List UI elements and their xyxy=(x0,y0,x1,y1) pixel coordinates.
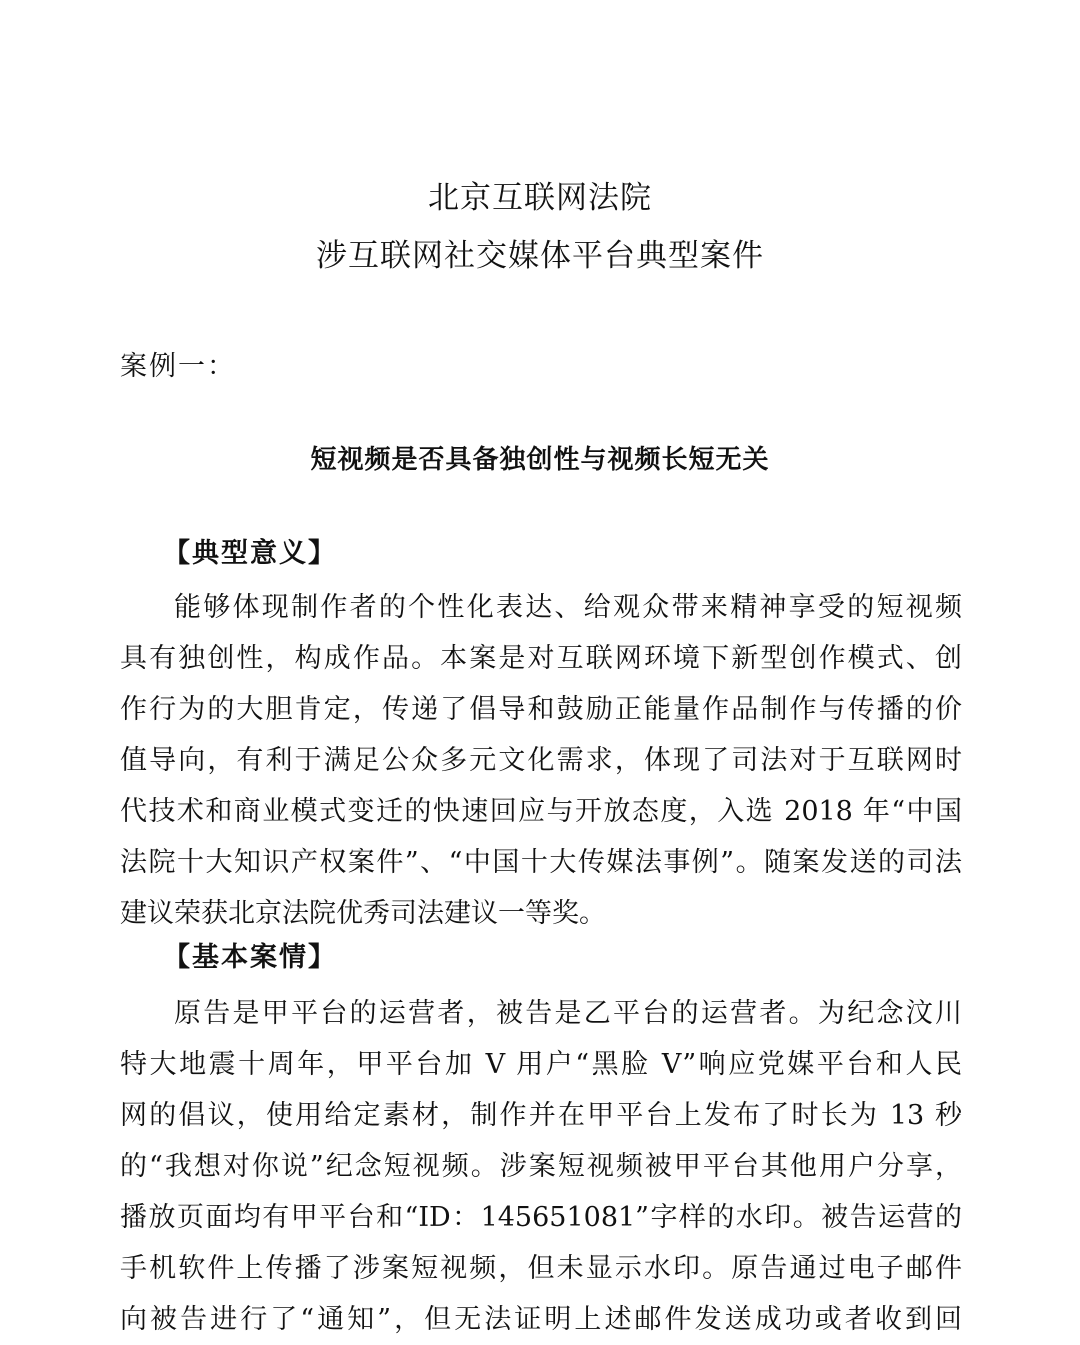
significance-line: 具有独创性，构成作品。本案是对互联网环境下新型创作模式、创 xyxy=(120,643,962,674)
facts-line: 网的倡议，使用给定素材，制作并在甲平台上发布了时长为 13 秒 xyxy=(120,1100,962,1131)
significance-line: 代技术和商业模式变迁的快速回应与开放态度，入选 2018 年“中国 xyxy=(120,796,962,827)
section-heading-facts: 【基本案情】 xyxy=(163,942,337,973)
facts-line: 特大地震十周年，甲平台加 V 用户“黑脸 V”响应党媒平台和人民 xyxy=(120,1049,962,1080)
court-title: 北京互联网法院 xyxy=(428,180,652,216)
significance-line: 作行为的大胆肯定，传递了倡导和鼓励正能量作品制作与传播的价 xyxy=(120,694,962,725)
significance-line: 能够体现制作者的个性化表达、给观众带来精神享受的短视频 xyxy=(174,592,962,623)
section-heading-significance: 【典型意义】 xyxy=(163,538,337,569)
significance-line: 值导向，有利于满足公众多元文化需求，体现了司法对于互联网时 xyxy=(120,745,962,776)
significance-line: 法院十大知识产权案件”、“中国十大传媒法事例”。随案发送的司法 xyxy=(120,847,962,878)
facts-line: 手机软件上传播了涉案短视频，但未显示水印。原告通过电子邮件 xyxy=(120,1253,962,1284)
facts-line: 的“我想对你说”纪念短视频。涉案短视频被甲平台其他用户分享， xyxy=(120,1151,962,1182)
significance-line: 建议荣获北京法院优秀司法建议一等奖。 xyxy=(120,898,606,929)
document-subtitle: 涉互联网社交媒体平台典型案件 xyxy=(316,238,764,274)
case-label: 案例一： xyxy=(120,351,236,382)
case-title: 短视频是否具备独创性与视频长短无关 xyxy=(310,445,770,475)
facts-line: 原告是甲平台的运营者，被告是乙平台的运营者。为纪念汶川 xyxy=(174,998,962,1029)
facts-line: 向被告进行了“通知”，但无法证明上述邮件发送成功或者收到回 xyxy=(120,1304,962,1335)
facts-line: 播放页面均有甲平台和“ID：145651081”字样的水印。被告运营的 xyxy=(120,1202,962,1233)
